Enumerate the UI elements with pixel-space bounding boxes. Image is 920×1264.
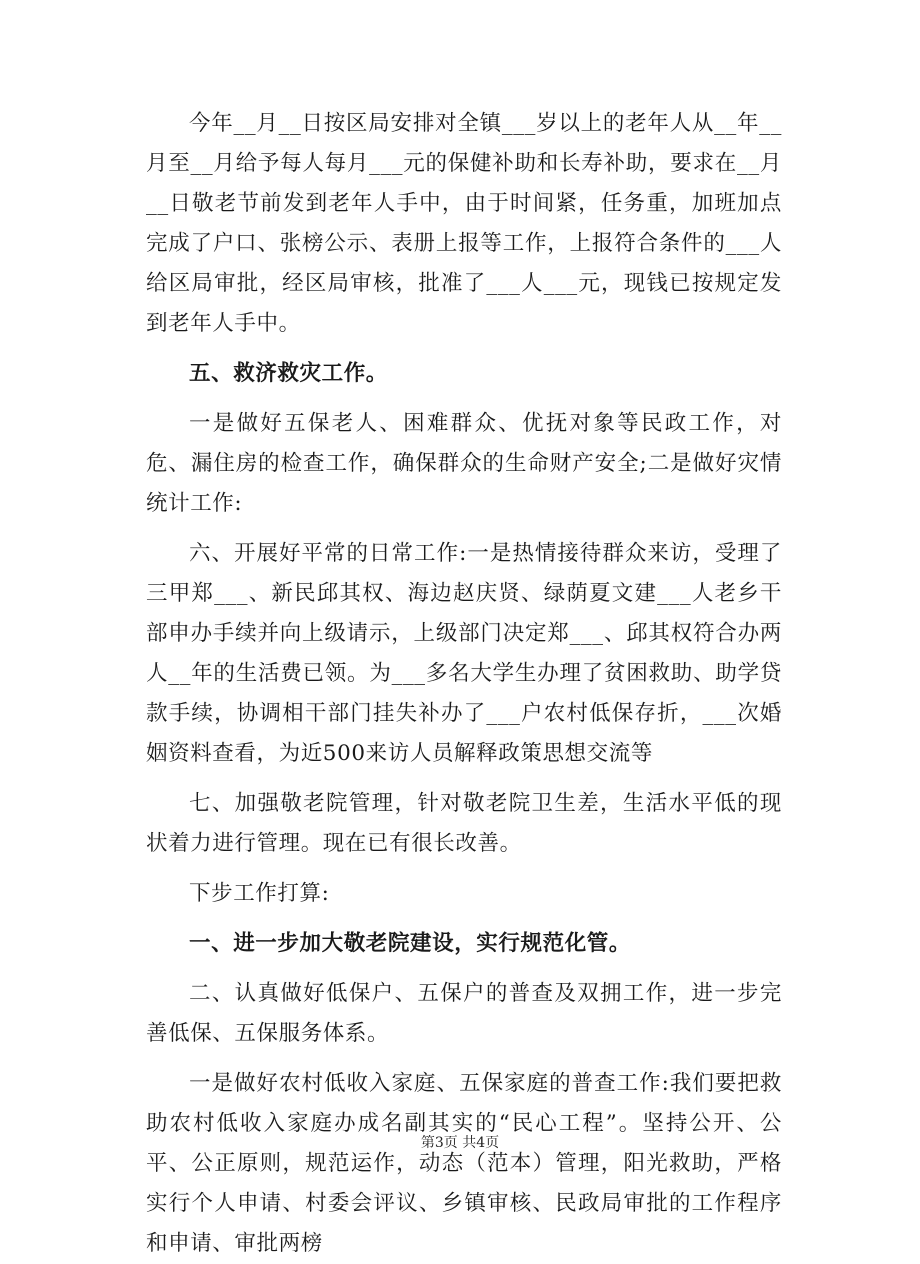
- paragraph-nursing-home: 七、加强敬老院管理，针对敬老院卫生差，生活水平低的现状着力进行管理。现在已有很长改善。: [146, 791, 782, 856]
- paragraph-disaster-relief: 一是做好五保老人、困难群众、优抚对象等民政工作，对危、漏住房的检查工作，确保群众的生命财产安全;二是做好灾情统计工作:: [146, 411, 782, 516]
- heading-disaster-relief: 五、救济救灾工作。: [189, 361, 388, 386]
- paragraph-survey-work: 二、认真做好低保户、五保户的普查及双拥工作，进一步完善低保、五保服务体系。: [146, 981, 782, 1046]
- page-number: 第3页 共4页: [420, 1135, 500, 1151]
- document-body: [146, 104, 782, 1264]
- paragraph-daily-work: 六、开展好平常的日常工作:一是热情接待群众来访，受理了三甲郑___、新民邱其权、海边赵庆贤、绿荫夏文建___人老乡干部申办手续并向上级请示，上级部门决定郑___、邱其权符合办两人__年的生活费已领。为___多名大学生办理了贫困救助、助学贷款手续，协调相干部门挂失补办了___户农村低保存折，___次婚姻资料查看，为近500来访人员解释政策思想交流等: [146, 541, 782, 766]
- heading-next-steps: 下步工作打算:: [189, 881, 330, 906]
- paragraph-low-income-survey: 一是做好农村低收入家庭、五保家庭的普查工作:我们要把救助农村低收入家庭办成名副其实的“民心工程”。坚持公开、公平、公正原则，规范运作，动态（范本）管理，阳光救助，严格实行个人申请、村委会评议、乡镇审核、民政局审批的工作程序和申请、审批两榜: [146, 1071, 782, 1256]
- heading-nursing-home-construction: 一、进一步加大敬老院建设，实行规范化管。: [189, 931, 632, 956]
- paragraph-elderly-subsidy: 今年__月__日按区局安排对全镇___岁以上的老年人从__年__月至__月给予每人每月___元的保健补助和长寿补助，要求在__月__日敬老节前发到老年人手中，由于时间紧，任务重，加班加点完成了户口、张榜公示、表册上报等工作，上报符合条件的___人给区局审批，经区局审核，批准了___人___元，现钱已按规定发到老年人手中。: [146, 111, 782, 336]
